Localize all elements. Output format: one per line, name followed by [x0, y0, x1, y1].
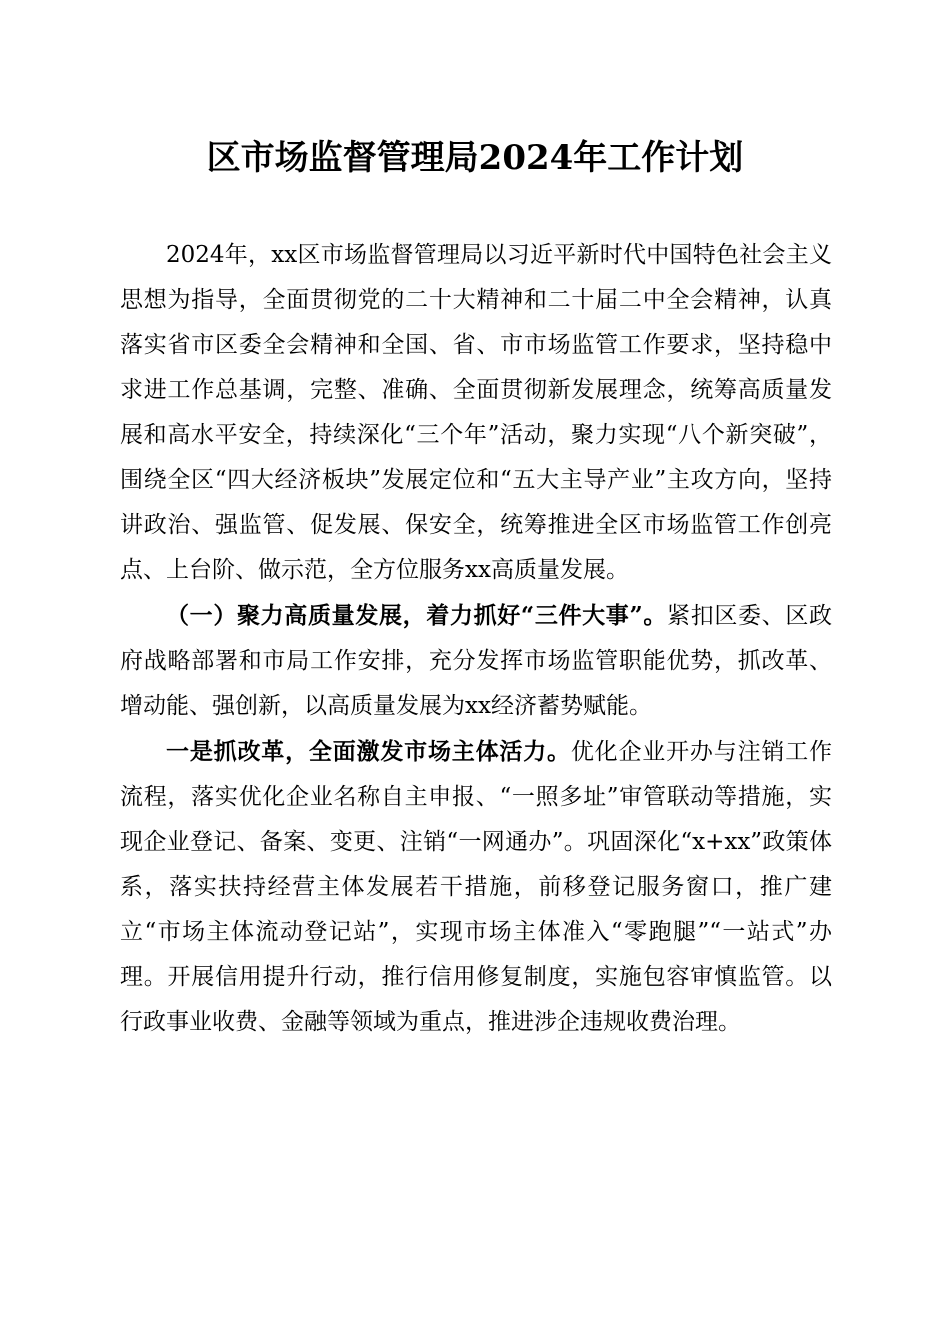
- document-body: [120, 232, 832, 1045]
- paragraph-text: 优化企业开办与注销工作流程，落实优化企业名称自主申报、“一照多址”审管联动等措施，实现企业登记、备案、变更、注销“一网通办”。巩固深化“x+xx”政策体系，落实扶持经营主体发展若干措施，前移登记服务窗口，推广建立“市场主体流动登记站”，实现市场主体准入“零跑腿”“一站式”办理。开展信用提升行动，推行信用修复制度，实施包容审慎监管。以行政事业收费、金融等领域为重点，推进涉企违规收费治理。: [120, 739, 833, 1035]
- document-title: 区市场监督管理局2024年工作计划: [206, 138, 744, 178]
- paragraph-item-one: [120, 729, 832, 1045]
- paragraph-text: 2024年，xx区市场监督管理局以习近平新时代中国特色社会主义思想为指导，全面贯彻党的二十大精神和二十届二中全会精神，认真落实省市区委全会精神和全国、省、市市场监管工作要求，坚持稳中求进工作总基调，完整、准确、全面贯彻新发展理念，统筹高质量发展和高水平安全，持续深化“三个年”活动，聚力实现“八个新突破”，围绕全区“四大经济板块”发展定位和“五大主导产业”主攻方向，坚持讲政治、强监管、促发展、保安全，统筹推进全区市场监管工作创亮点、上台阶、做示范，全方位服务xx高质量发展。: [120, 242, 832, 583]
- paragraph-lead: 一是抓改革，全面激发市场主体活力。: [166, 738, 571, 765]
- paragraph-section-one: [120, 593, 832, 729]
- paragraph-text: 紧扣区委、区政府战略部署和市局工作安排，充分发挥市场监管职能优势，抓改革、增动能、强创新，以高质量发展为xx经济蓄势赋能。: [120, 603, 833, 719]
- paragraph-lead: （一）聚力高质量发展，着力抓好“三件大事”。: [166, 602, 668, 629]
- paragraph-intro: [120, 232, 832, 593]
